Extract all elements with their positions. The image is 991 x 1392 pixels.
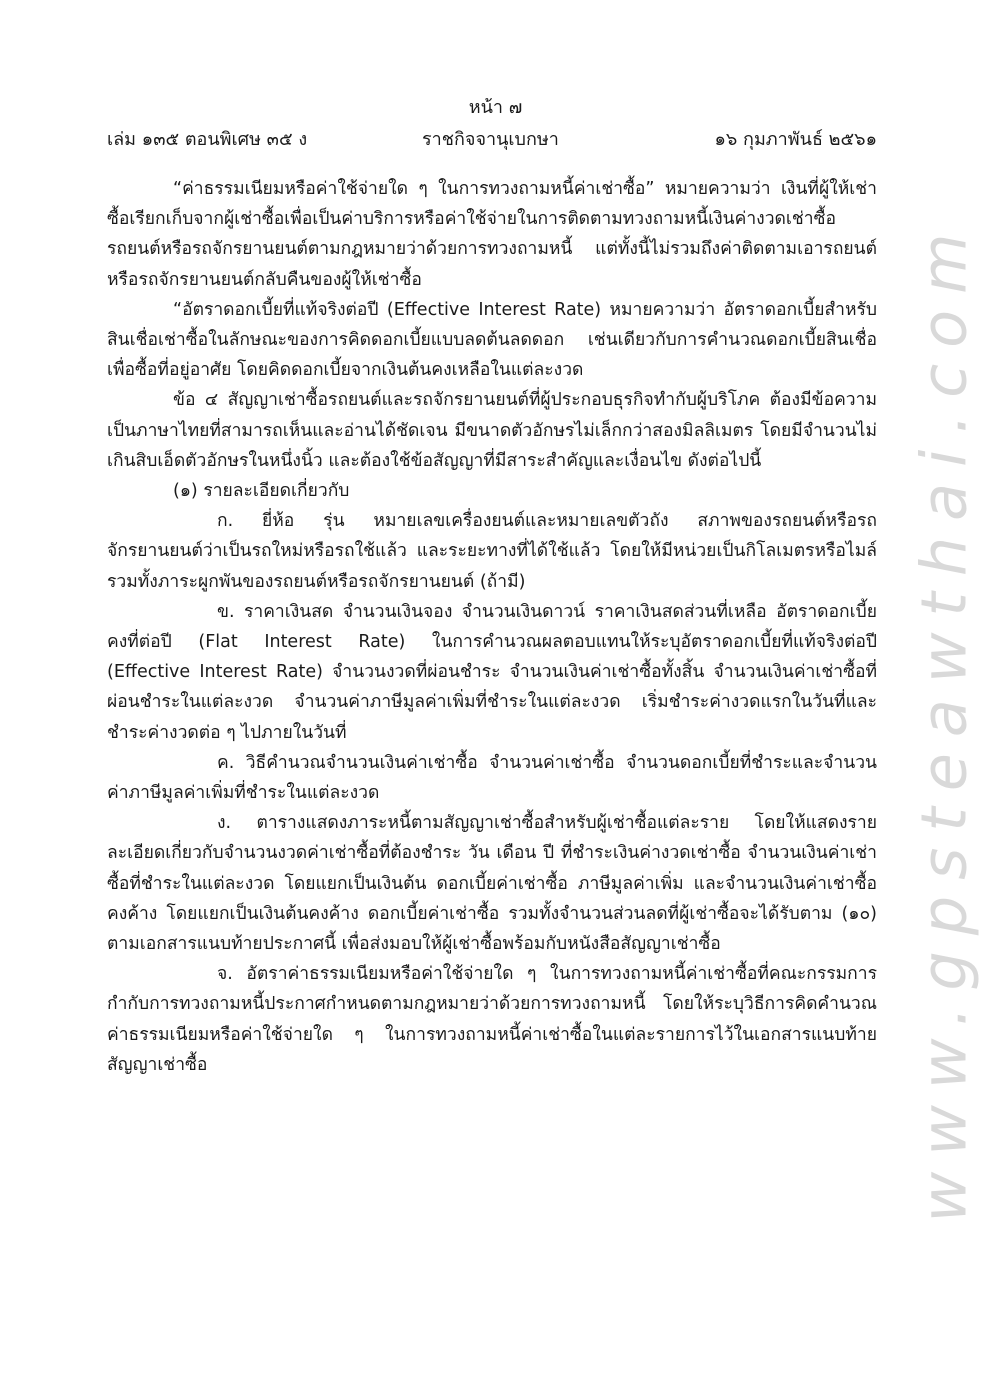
paragraph-item-d: ง. ตารางแสดงภาระหนี้ตามสัญญาเช่าซื้อสำหรับผู้เช่าซื้อแต่ละราย โดยให้แสดงรายละเอียดเกี่ยวกับจำนวนงวดค่าเช่าซื้อที่ต้องชำระ วัน เดือน ปี ที่ชำระเงินค่างวดเช่าซื้อ จำนวนเงินค่าเช่าซื้อที่ชำระในแต่ละงวด โดยแยกเป็นเงินต้น ดอกเบี้ยค่าเช่าซื้อ ภาษีมูลค่าเพิ่ม และจำนวนเงินค่าเช่าซื้อคงค้าง โดยแยกเป็นเงินต้นคงค้าง ดอกเบี้ยค่าเช่าซื้อ รวมทั้งจำนวนส่วนลดที่ผู้เช่าซื้อจะได้รับตาม (๑๐) ตามเอกสารแนบท้ายประกาศนี้ เพื่อส่งมอบให้ผู้เช่าซื้อพร้อมกับหนังสือสัญญาเช่าซื้อ <box>107 813 877 955</box>
paragraph-item-c: ค. วิธีคำนวณจำนวนเงินค่าเช่าซื้อ จำนวนค่าเช่าซื้อ จำนวนดอกเบี้ยที่ชำระและจำนวนค่าภาษีมูลค่าเพิ่มที่ชำระในแต่ละงวด <box>107 752 877 804</box>
paragraph-clause-4: ข้อ ๔ สัญญาเช่าซื้อรถยนต์และรถจักรยานยนต์ที่ผู้ประกอบธุรกิจทำกับผู้บริโภค ต้องมีข้อความเป็นภาษาไทยที่สามารถเห็นและอ่านได้ชัดเจน มีขนาดตัวอักษรไม่เล็กกว่าสองมิลลิเมตร โดยมีจำนวนไม่เกินสิบเอ็ดตัวอักษรในหนึ่งนิ้ว และต้องใช้ข้อสัญญาที่มีสาระสำคัญและเงื่อนไข ดังต่อไปนี้ <box>107 390 877 471</box>
paragraph-item-a: ก. ยี่ห้อ รุ่น หมายเลขเครื่องยนต์และหมายเลขตัวถัง สภาพของรถยนต์หรือรถจักรยานยนต์ว่าเป็นรถใหม่หรือรถใช้แล้ว และระยะทางที่ได้ใช้แล้ว โดยให้มีหน่วยเป็นกิโลเมตรหรือไมล์ รวมทั้งภาระผูกพันของรถยนต์หรือรถจักรยานยนต์ (ถ้ามี) <box>107 511 877 592</box>
paragraph-item-b: ข. ราคาเงินสด จำนวนเงินจอง จำนวนเงินดาวน์ ราคาเงินสดส่วนที่เหลือ อัตราดอกเบี้ยคงที่ต่อปี (Flat Interest Rate) ในการคำนวณผลตอบแทนให้ระบุอัตราดอกเบี้ยที่แท้จริงต่อปี (Effective Interest Rate) จำนวนงวดที่ผ่อนชำระ จำนวนเงินค่าเช่าซื้อทั้งสิ้น จำนวนเงินค่าเช่าซื้อที่ผ่อนชำระในแต่ละงวด จำนวนค่าภาษีมูลค่าเพิ่มที่ชำระในแต่ละงวด เริ่มชำระค่างวดแรกในวันที่และชำระค่างวดต่อ ๆ ไปภายในวันที่ <box>107 601 877 743</box>
site-watermark: www.gpsteawthai.com <box>907 217 981 1223</box>
publication-title: ราชกิจจานุเบกษา <box>422 129 559 150</box>
paragraph-item-e: จ. อัตราค่าธรรมเนียมหรือค่าใช้จ่ายใด ๆ ในการทวงถามหนี้ค่าเช่าซื้อที่คณะกรรมการกำกับการทวงถามหนี้ประกาศกำหนดตามกฎหมายว่าด้วยการทวงถามหนี้ โดยให้ระบุวิธีการคิดคำนวณค่าธรรมเนียมหรือค่าใช้จ่ายใด ๆ ในการทวงถามหนี้ค่าเช่าซื้อในแต่ละรายการไว้ในเอกสารแนบท้ายสัญญาเช่าซื้อ <box>107 964 877 1075</box>
paragraph-definition-effective-rate: “อัตราดอกเบี้ยที่แท้จริงต่อปี (Effective Interest Rate) หมายความว่า อัตราดอกเบี้ยสำหรับสินเชื่อเช่าซื้อในลักษณะของการคิดดอกเบี้ยแบบลดต้นลดดอก เช่นเดียวกับการคำนวณดอกเบี้ยสินเชื่อเพื่อซื้อที่อยู่อาศัย โดยคิดดอกเบี้ยจากเงินต้นคงเหลือในแต่ละงวด <box>107 299 877 381</box>
document-header <box>107 124 877 150</box>
page-number: หน้า ๗ <box>468 97 523 118</box>
document-body <box>107 174 877 1080</box>
paragraph-item-1: (๑) รายละเอียดเกี่ยวกับ <box>173 481 350 502</box>
volume-issue: เล่ม ๑๓๕ ตอนพิเศษ ๓๕ ง <box>107 129 308 150</box>
paragraph-definition-fees: “ค่าธรรมเนียมหรือค่าใช้จ่ายใด ๆ ในการทวงถามหนี้ค่าเช่าซื้อ” หมายความว่า เงินที่ผู้ให้เช่าซื้อเรียกเก็บจากผู้เช่าซื้อเพื่อเป็นค่าบริการหรือค่าใช้จ่ายในการติดตามทวงถามหนี้เงินค่างวดเช่าซื้อรถยนต์หรือรถจักรยานยนต์ตามกฎหมายว่าด้วยการทวงถามหนี้ แต่ทั้งนี้ไม่รวมถึงค่าติดตามเอารถยนต์หรือรถจักรยานยนต์กลับคืนของผู้ให้เช่าซื้อ <box>107 179 877 290</box>
publication-date: ๑๖ กุมภาพันธ์ ๒๕๖๑ <box>714 129 877 150</box>
